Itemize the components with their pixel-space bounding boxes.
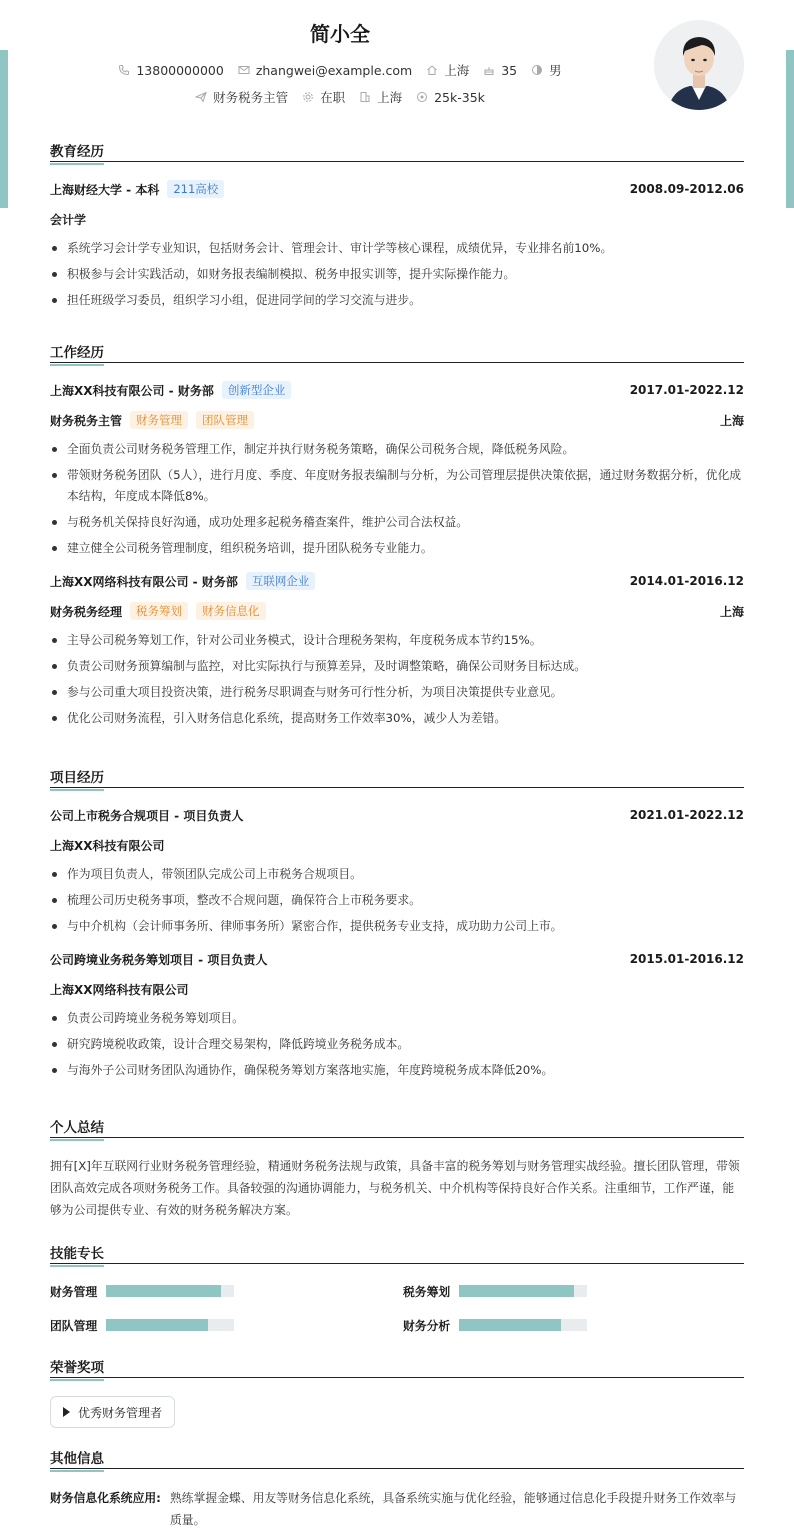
email-item — [238, 61, 412, 79]
age-item — [483, 61, 517, 79]
projects-title: 项目经历 — [50, 766, 744, 788]
other-row — [50, 1487, 744, 1531]
education-period: 2008.09-2012.06 — [629, 182, 744, 196]
phone-text: 13800000000 — [136, 62, 224, 78]
project-company-row — [50, 836, 744, 854]
skill-item — [403, 1316, 744, 1334]
list-item: 负责公司财务预算编制与监控，对比实际执行与预算差异，及时调整策略，确保公司财务目标达成。 — [50, 656, 744, 677]
position-item — [195, 88, 288, 106]
salary-text: 25k-35k — [434, 89, 485, 105]
list-item: 优化公司财务流程，引入财务信息化系统，提高财务工作效率30%，减少人为差错。 — [50, 708, 744, 729]
target-city-item — [359, 88, 402, 106]
education-title: 教育经历 — [50, 140, 744, 162]
role-row — [50, 411, 744, 429]
skill-bar-fill — [106, 1319, 208, 1331]
job-period: 2014.01-2016.12 — [629, 574, 744, 588]
building-icon — [359, 91, 371, 103]
job-bullets — [50, 439, 744, 559]
other-label: 财务信息化系统应用: — [50, 1491, 161, 1505]
education-bullets — [50, 238, 744, 311]
project-header — [50, 950, 744, 968]
skills-grid — [50, 1282, 744, 1334]
job-location: 上海 — [719, 413, 744, 428]
list-item: 主导公司税务筹划工作，针对公司业务模式，设计合理税务架构，年度税务成本节约15%。 — [50, 630, 744, 651]
job-header — [50, 572, 744, 590]
status-item — [302, 88, 345, 106]
target-city-text: 上海 — [377, 90, 403, 105]
list-item: 参与公司重大项目投资决策，进行税务尽职调查与财务可行性分析，为项目决策提供专业意见。 — [50, 682, 744, 703]
projects-section — [50, 766, 744, 1086]
awards-section — [50, 1356, 744, 1428]
list-item: 与中介机构（会计师事务所、律师事务所）紧密合作，提供税务专业支持，成功助力公司上市。 — [50, 916, 744, 937]
skill-bar-fill — [106, 1285, 221, 1297]
awards-title: 荣誉奖项 — [50, 1356, 744, 1378]
work-title: 工作经历 — [50, 341, 744, 363]
candidate-name: 简小全 — [310, 22, 370, 46]
project-name: 公司上市税务合规项目 - 项目负责人 — [50, 808, 244, 823]
city-item — [426, 61, 469, 79]
job-bullets — [50, 630, 744, 729]
project-company-row — [50, 980, 744, 998]
skills-title: 技能专长 — [50, 1242, 744, 1264]
skills-section — [50, 1242, 744, 1334]
list-item: 梳理公司历史税务事项，整改不合规问题，确保符合上市税务要求。 — [50, 890, 744, 911]
award-name: 优秀财务管理者 — [78, 1405, 163, 1420]
project-name: 公司跨境业务税务筹划项目 - 项目负责人 — [50, 952, 268, 967]
skill-bar-fill — [459, 1319, 561, 1331]
project-bullets — [50, 1008, 744, 1081]
role-tag: 税务筹划 — [130, 602, 188, 620]
skill-item — [403, 1282, 744, 1300]
skill-bar — [459, 1319, 587, 1331]
skill-name: 财务管理 — [50, 1284, 98, 1299]
education-section — [50, 140, 744, 316]
company-name: 上海XX科技有限公司 - 财务部 — [50, 383, 214, 398]
gender-icon — [531, 64, 543, 76]
project-header — [50, 806, 744, 824]
play-triangle-icon — [63, 1407, 70, 1417]
skill-name: 团队管理 — [50, 1318, 98, 1333]
avatar — [654, 20, 744, 110]
major-text: 会计学 — [50, 212, 87, 227]
education-header — [50, 180, 744, 198]
skill-bar — [106, 1285, 234, 1297]
role-name: 财务税务主管 — [50, 413, 123, 428]
portrait-image — [654, 20, 744, 110]
project-company: 上海XX网络科技有限公司 — [50, 982, 189, 997]
list-item: 带领财务税务团队（5人），进行月度、季度、年度财务报表编制与分析，为公司管理层提供决策依据，通过财务数据分析，优化成本结构，年度成本降低8%。 — [50, 465, 744, 507]
list-item: 建立健全公司税务管理制度，组织税务培训，提升团队税务专业能力。 — [50, 538, 744, 559]
role-row — [50, 602, 744, 620]
status-text: 在职 — [320, 90, 346, 105]
role-tag: 财务信息化 — [196, 602, 266, 620]
gender-text: 男 — [549, 63, 562, 78]
list-item: 与海外子公司财务团队沟通协作，确保税务筹划方案落地实施，年度跨境税务成本降低20%。 — [50, 1060, 744, 1081]
skill-bar — [106, 1319, 234, 1331]
phone-icon — [118, 64, 130, 76]
project-period: 2021.01-2022.12 — [629, 808, 744, 822]
list-item: 积极参与会计实践活动，如财务报表编制模拟、税务申报实训等，提升实际操作能力。 — [50, 264, 744, 285]
other-value: 熟练掌握金蝶、用友等财务信息化系统，具备系统实施与优化经验，能够通过信息化手段提升财务工作效率与质量。 — [170, 1491, 737, 1527]
home-icon — [426, 64, 438, 76]
major-row — [50, 210, 744, 228]
role-tag: 财务管理 — [130, 411, 188, 429]
skill-bar-fill — [459, 1285, 574, 1297]
list-item: 系统学习会计学专业知识，包括财务会计、管理会计、审计学等核心课程，成绩优异，专业排名前10%。 — [50, 238, 744, 259]
summary-section — [50, 1116, 744, 1221]
list-item: 与税务机关保持良好沟通，成功处理多起税务稽查案件，维护公司合法权益。 — [50, 512, 744, 533]
position-text: 财务税务主管 — [213, 90, 289, 105]
other-section — [50, 1447, 744, 1531]
skill-name: 税务筹划 — [403, 1284, 451, 1299]
gender-item — [531, 61, 562, 79]
right-accent-bar — [786, 50, 794, 208]
summary-title: 个人总结 — [50, 1116, 744, 1138]
gear-icon — [302, 91, 314, 103]
school-line: 上海财经大学 - 本科 — [50, 182, 160, 197]
other-title: 其他信息 — [50, 1447, 744, 1469]
intention-row — [50, 88, 630, 106]
city-text: 上海 — [444, 63, 470, 78]
skill-item — [50, 1316, 403, 1334]
role-name: 财务税务经理 — [50, 604, 123, 619]
company-name: 上海XX网络科技有限公司 - 财务部 — [50, 574, 238, 589]
left-accent-bar — [0, 50, 8, 208]
summary-text: 拥有[X]年互联网行业财务税务管理经验，精通财务税务法规与政策，具备丰富的税务筹划与财务管理实战经验。擅长团队管理，带领团队高效完成各项财务税务工作。具备较强的沟通协调能力，与税务机关、中介机构等保持良好合作关系。注重细节，工作严谨，能够为公司提供专业、有效的财务税务解决方案。 — [50, 1159, 740, 1217]
skill-item — [50, 1282, 403, 1300]
project-bullets — [50, 864, 744, 937]
job-period: 2017.01-2022.12 — [629, 383, 744, 397]
company-tag: 互联网企业 — [246, 572, 316, 590]
project-period: 2015.01-2016.12 — [629, 952, 744, 966]
salary-item — [416, 88, 485, 106]
work-section — [50, 341, 744, 734]
send-icon — [195, 91, 207, 103]
skill-name: 财务分析 — [403, 1318, 451, 1333]
list-item: 担任班级学习委员，组织学习小组，促进同学间的学习交流与进步。 — [50, 290, 744, 311]
coin-icon — [416, 91, 428, 103]
contact-row — [50, 61, 630, 79]
job-header — [50, 381, 744, 399]
list-item: 全面负责公司财务税务管理工作，制定并执行财务税务策略，确保公司税务合规，降低税务风险。 — [50, 439, 744, 460]
list-item: 研究跨境税收政策，设计合理交易架构，降低跨境业务税务成本。 — [50, 1034, 744, 1055]
list-item: 负责公司跨境业务税务筹划项目。 — [50, 1008, 744, 1029]
role-tag: 团队管理 — [196, 411, 254, 429]
company-tag: 创新型企业 — [222, 381, 292, 399]
award-badge[interactable] — [50, 1396, 175, 1428]
email-icon — [238, 64, 250, 76]
job-location: 上海 — [719, 604, 744, 619]
age-text: 35 — [501, 62, 518, 78]
cake-icon — [483, 64, 495, 76]
phone-item — [118, 61, 223, 79]
skill-bar — [459, 1285, 587, 1297]
email-text: zhangwei@example.com — [255, 62, 413, 78]
project-company: 上海XX科技有限公司 — [50, 838, 165, 853]
list-item: 作为项目负责人，带领团队完成公司上市税务合规项目。 — [50, 864, 744, 885]
school-tag: 211高校 — [167, 180, 224, 198]
